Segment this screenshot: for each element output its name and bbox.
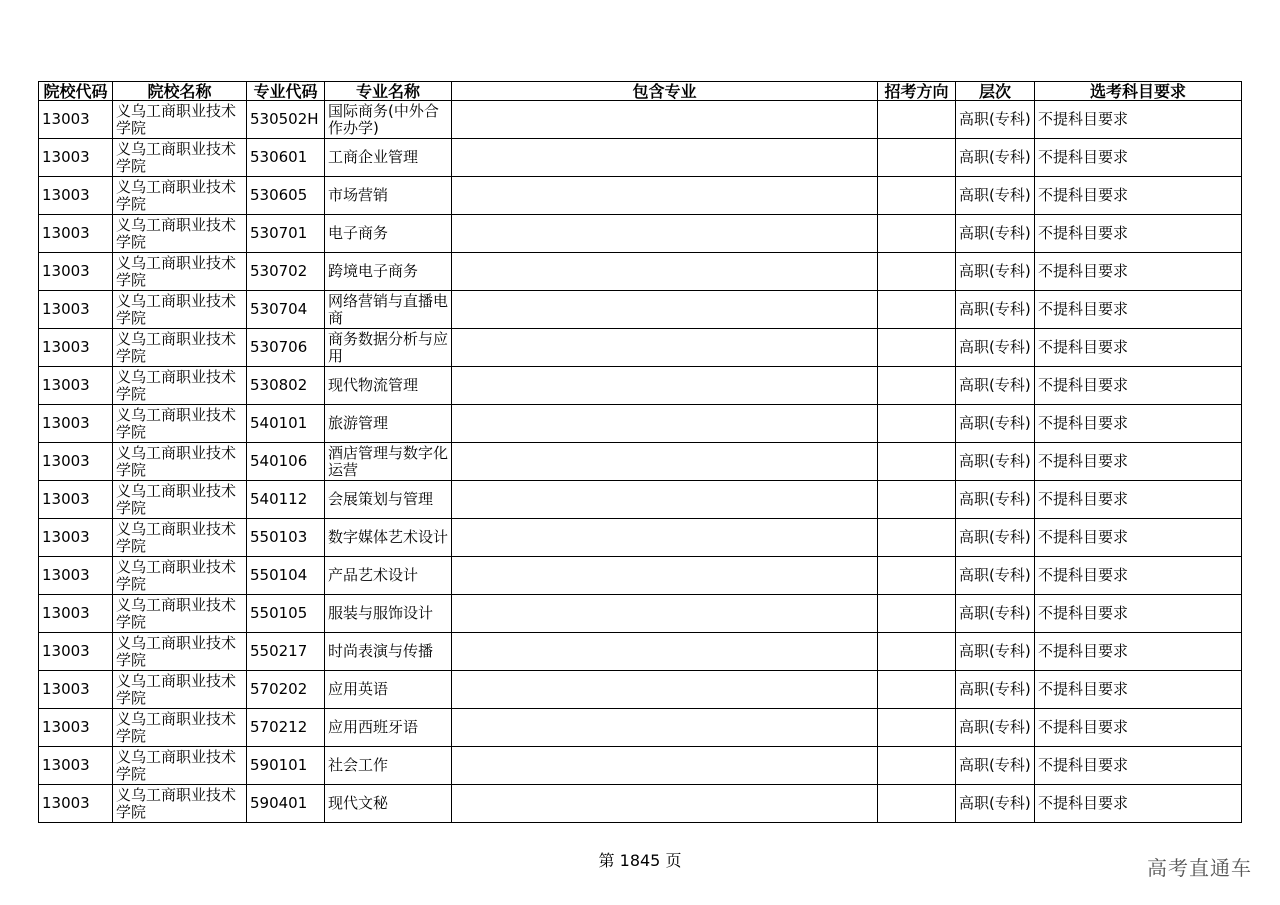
school-name-cell: 义乌工商职业技术学院 [113, 443, 247, 481]
included-majors-cell [452, 481, 878, 519]
school-code-cell: 13003 [39, 481, 113, 519]
major-name-cell: 旅游管理 [325, 405, 452, 443]
school-code-cell: 13003 [39, 101, 113, 139]
major-code-cell: 570212 [247, 709, 325, 747]
major-name-cell: 网络营销与直播电商 [325, 291, 452, 329]
included-majors-cell [452, 709, 878, 747]
included-majors-cell [452, 747, 878, 785]
direction-cell [878, 671, 956, 709]
included-majors-cell [452, 253, 878, 291]
level-cell: 高职(专科) [956, 709, 1035, 747]
included-majors-cell [452, 329, 878, 367]
table-row [39, 367, 1242, 405]
direction-cell [878, 519, 956, 557]
level-cell: 高职(专科) [956, 671, 1035, 709]
direction-cell [878, 481, 956, 519]
school-name-cell: 义乌工商职业技术学院 [113, 557, 247, 595]
school-name-cell: 义乌工商职业技术学院 [113, 633, 247, 671]
school-name-cell: 义乌工商职业技术学院 [113, 595, 247, 633]
level-cell: 高职(专科) [956, 329, 1035, 367]
subject-requirement-cell: 不提科目要求 [1035, 595, 1242, 633]
level-cell: 高职(专科) [956, 633, 1035, 671]
subject-requirement-cell: 不提科目要求 [1035, 329, 1242, 367]
school-name-cell: 义乌工商职业技术学院 [113, 329, 247, 367]
school-code-cell: 13003 [39, 633, 113, 671]
table-row [39, 253, 1242, 291]
level-cell: 高职(专科) [956, 291, 1035, 329]
subject-requirement-cell: 不提科目要求 [1035, 405, 1242, 443]
included-majors-cell [452, 557, 878, 595]
header-level: 层次 [956, 82, 1035, 101]
school-name-cell: 义乌工商职业技术学院 [113, 139, 247, 177]
table-row [39, 709, 1242, 747]
major-code-cell: 550104 [247, 557, 325, 595]
subject-requirement-cell: 不提科目要求 [1035, 291, 1242, 329]
table-row [39, 595, 1242, 633]
table-body [39, 101, 1242, 823]
direction-cell [878, 367, 956, 405]
level-cell: 高职(专科) [956, 101, 1035, 139]
major-code-cell: 530706 [247, 329, 325, 367]
school-code-cell: 13003 [39, 405, 113, 443]
major-code-cell: 590101 [247, 747, 325, 785]
level-cell: 高职(专科) [956, 785, 1035, 823]
direction-cell [878, 633, 956, 671]
school-name-cell: 义乌工商职业技术学院 [113, 405, 247, 443]
school-code-cell: 13003 [39, 519, 113, 557]
table-row [39, 443, 1242, 481]
direction-cell [878, 177, 956, 215]
direction-cell [878, 253, 956, 291]
level-cell: 高职(专科) [956, 177, 1035, 215]
included-majors-cell [452, 177, 878, 215]
major-name-cell: 工商企业管理 [325, 139, 452, 177]
included-majors-cell [452, 405, 878, 443]
major-name-cell: 国际商务(中外合作办学) [325, 101, 452, 139]
major-code-cell: 530502H [247, 101, 325, 139]
table-header [39, 82, 1242, 101]
direction-cell [878, 785, 956, 823]
subject-requirement-cell: 不提科目要求 [1035, 215, 1242, 253]
direction-cell [878, 291, 956, 329]
major-code-cell: 530702 [247, 253, 325, 291]
school-code-cell: 13003 [39, 785, 113, 823]
major-code-cell: 530802 [247, 367, 325, 405]
school-name-cell: 义乌工商职业技术学院 [113, 101, 247, 139]
header-school-name: 院校名称 [113, 82, 247, 101]
table-row [39, 519, 1242, 557]
major-code-cell: 550217 [247, 633, 325, 671]
major-code-cell: 540101 [247, 405, 325, 443]
level-cell: 高职(专科) [956, 405, 1035, 443]
header-major-code: 专业代码 [247, 82, 325, 101]
header-included-majors: 包含专业 [452, 82, 878, 101]
included-majors-cell [452, 367, 878, 405]
level-cell: 高职(专科) [956, 747, 1035, 785]
subject-requirement-cell: 不提科目要求 [1035, 253, 1242, 291]
table-row [39, 291, 1242, 329]
major-name-cell: 数字媒体艺术设计 [325, 519, 452, 557]
school-name-cell: 义乌工商职业技术学院 [113, 215, 247, 253]
subject-requirement-cell: 不提科目要求 [1035, 139, 1242, 177]
school-code-cell: 13003 [39, 367, 113, 405]
major-name-cell: 酒店管理与数字化运营 [325, 443, 452, 481]
school-name-cell: 义乌工商职业技术学院 [113, 709, 247, 747]
school-name-cell: 义乌工商职业技术学院 [113, 291, 247, 329]
school-code-cell: 13003 [39, 671, 113, 709]
subject-requirement-cell: 不提科目要求 [1035, 785, 1242, 823]
table-row [39, 101, 1242, 139]
school-name-cell: 义乌工商职业技术学院 [113, 671, 247, 709]
included-majors-cell [452, 785, 878, 823]
school-name-cell: 义乌工商职业技术学院 [113, 747, 247, 785]
major-code-cell: 590401 [247, 785, 325, 823]
direction-cell [878, 595, 956, 633]
major-name-cell: 会展策划与管理 [325, 481, 452, 519]
major-name-cell: 现代物流管理 [325, 367, 452, 405]
subject-requirement-cell: 不提科目要求 [1035, 633, 1242, 671]
major-code-cell: 550103 [247, 519, 325, 557]
included-majors-cell [452, 595, 878, 633]
included-majors-cell [452, 101, 878, 139]
admissions-table [38, 81, 1242, 823]
major-code-cell: 540106 [247, 443, 325, 481]
major-code-cell: 550105 [247, 595, 325, 633]
direction-cell [878, 443, 956, 481]
major-name-cell: 商务数据分析与应用 [325, 329, 452, 367]
major-code-cell: 530601 [247, 139, 325, 177]
included-majors-cell [452, 139, 878, 177]
school-name-cell: 义乌工商职业技术学院 [113, 177, 247, 215]
included-majors-cell [452, 671, 878, 709]
subject-requirement-cell: 不提科目要求 [1035, 101, 1242, 139]
major-code-cell: 530701 [247, 215, 325, 253]
school-code-cell: 13003 [39, 291, 113, 329]
header-subject-requirement: 选考科目要求 [1035, 82, 1242, 101]
included-majors-cell [452, 291, 878, 329]
direction-cell [878, 101, 956, 139]
major-code-cell: 530605 [247, 177, 325, 215]
header-row [39, 82, 1242, 101]
school-code-cell: 13003 [39, 595, 113, 633]
school-name-cell: 义乌工商职业技术学院 [113, 785, 247, 823]
school-code-cell: 13003 [39, 215, 113, 253]
major-name-cell: 电子商务 [325, 215, 452, 253]
level-cell: 高职(专科) [956, 443, 1035, 481]
subject-requirement-cell: 不提科目要求 [1035, 443, 1242, 481]
school-code-cell: 13003 [39, 329, 113, 367]
table-row [39, 671, 1242, 709]
major-name-cell: 跨境电子商务 [325, 253, 452, 291]
table-row [39, 405, 1242, 443]
school-code-cell: 13003 [39, 253, 113, 291]
level-cell: 高职(专科) [956, 595, 1035, 633]
subject-requirement-cell: 不提科目要求 [1035, 557, 1242, 595]
included-majors-cell [452, 443, 878, 481]
direction-cell [878, 405, 956, 443]
level-cell: 高职(专科) [956, 519, 1035, 557]
level-cell: 高职(专科) [956, 139, 1035, 177]
included-majors-cell [452, 519, 878, 557]
major-name-cell: 现代文秘 [325, 785, 452, 823]
included-majors-cell [452, 633, 878, 671]
table-row [39, 633, 1242, 671]
school-name-cell: 义乌工商职业技术学院 [113, 253, 247, 291]
subject-requirement-cell: 不提科目要求 [1035, 519, 1242, 557]
major-name-cell: 社会工作 [325, 747, 452, 785]
major-name-cell: 应用西班牙语 [325, 709, 452, 747]
table-row [39, 785, 1242, 823]
header-school-code: 院校代码 [39, 82, 113, 101]
direction-cell [878, 215, 956, 253]
direction-cell [878, 557, 956, 595]
level-cell: 高职(专科) [956, 367, 1035, 405]
level-cell: 高职(专科) [956, 481, 1035, 519]
major-name-cell: 服装与服饰设计 [325, 595, 452, 633]
school-code-cell: 13003 [39, 747, 113, 785]
direction-cell [878, 139, 956, 177]
school-code-cell: 13003 [39, 139, 113, 177]
school-code-cell: 13003 [39, 443, 113, 481]
table-row [39, 747, 1242, 785]
table-row [39, 557, 1242, 595]
school-code-cell: 13003 [39, 709, 113, 747]
school-code-cell: 13003 [39, 177, 113, 215]
direction-cell [878, 329, 956, 367]
level-cell: 高职(专科) [956, 253, 1035, 291]
major-code-cell: 570202 [247, 671, 325, 709]
major-name-cell: 产品艺术设计 [325, 557, 452, 595]
major-name-cell: 市场营销 [325, 177, 452, 215]
major-code-cell: 540112 [247, 481, 325, 519]
school-name-cell: 义乌工商职业技术学院 [113, 519, 247, 557]
major-code-cell: 530704 [247, 291, 325, 329]
major-name-cell: 时尚表演与传播 [325, 633, 452, 671]
table-row [39, 215, 1242, 253]
school-name-cell: 义乌工商职业技术学院 [113, 481, 247, 519]
table-row [39, 481, 1242, 519]
level-cell: 高职(专科) [956, 215, 1035, 253]
table-row [39, 177, 1242, 215]
subject-requirement-cell: 不提科目要求 [1035, 671, 1242, 709]
table-row [39, 139, 1242, 177]
header-direction: 招考方向 [878, 82, 956, 101]
subject-requirement-cell: 不提科目要求 [1035, 747, 1242, 785]
included-majors-cell [452, 215, 878, 253]
subject-requirement-cell: 不提科目要求 [1035, 177, 1242, 215]
table-row [39, 329, 1242, 367]
direction-cell [878, 747, 956, 785]
subject-requirement-cell: 不提科目要求 [1035, 709, 1242, 747]
page-number: 第 1845 页 [598, 851, 682, 870]
school-code-cell: 13003 [39, 557, 113, 595]
subject-requirement-cell: 不提科目要求 [1035, 481, 1242, 519]
watermark-text: 高考直通车 [1147, 856, 1252, 880]
header-major-name: 专业名称 [325, 82, 452, 101]
major-name-cell: 应用英语 [325, 671, 452, 709]
subject-requirement-cell: 不提科目要求 [1035, 367, 1242, 405]
level-cell: 高职(专科) [956, 557, 1035, 595]
school-name-cell: 义乌工商职业技术学院 [113, 367, 247, 405]
direction-cell [878, 709, 956, 747]
